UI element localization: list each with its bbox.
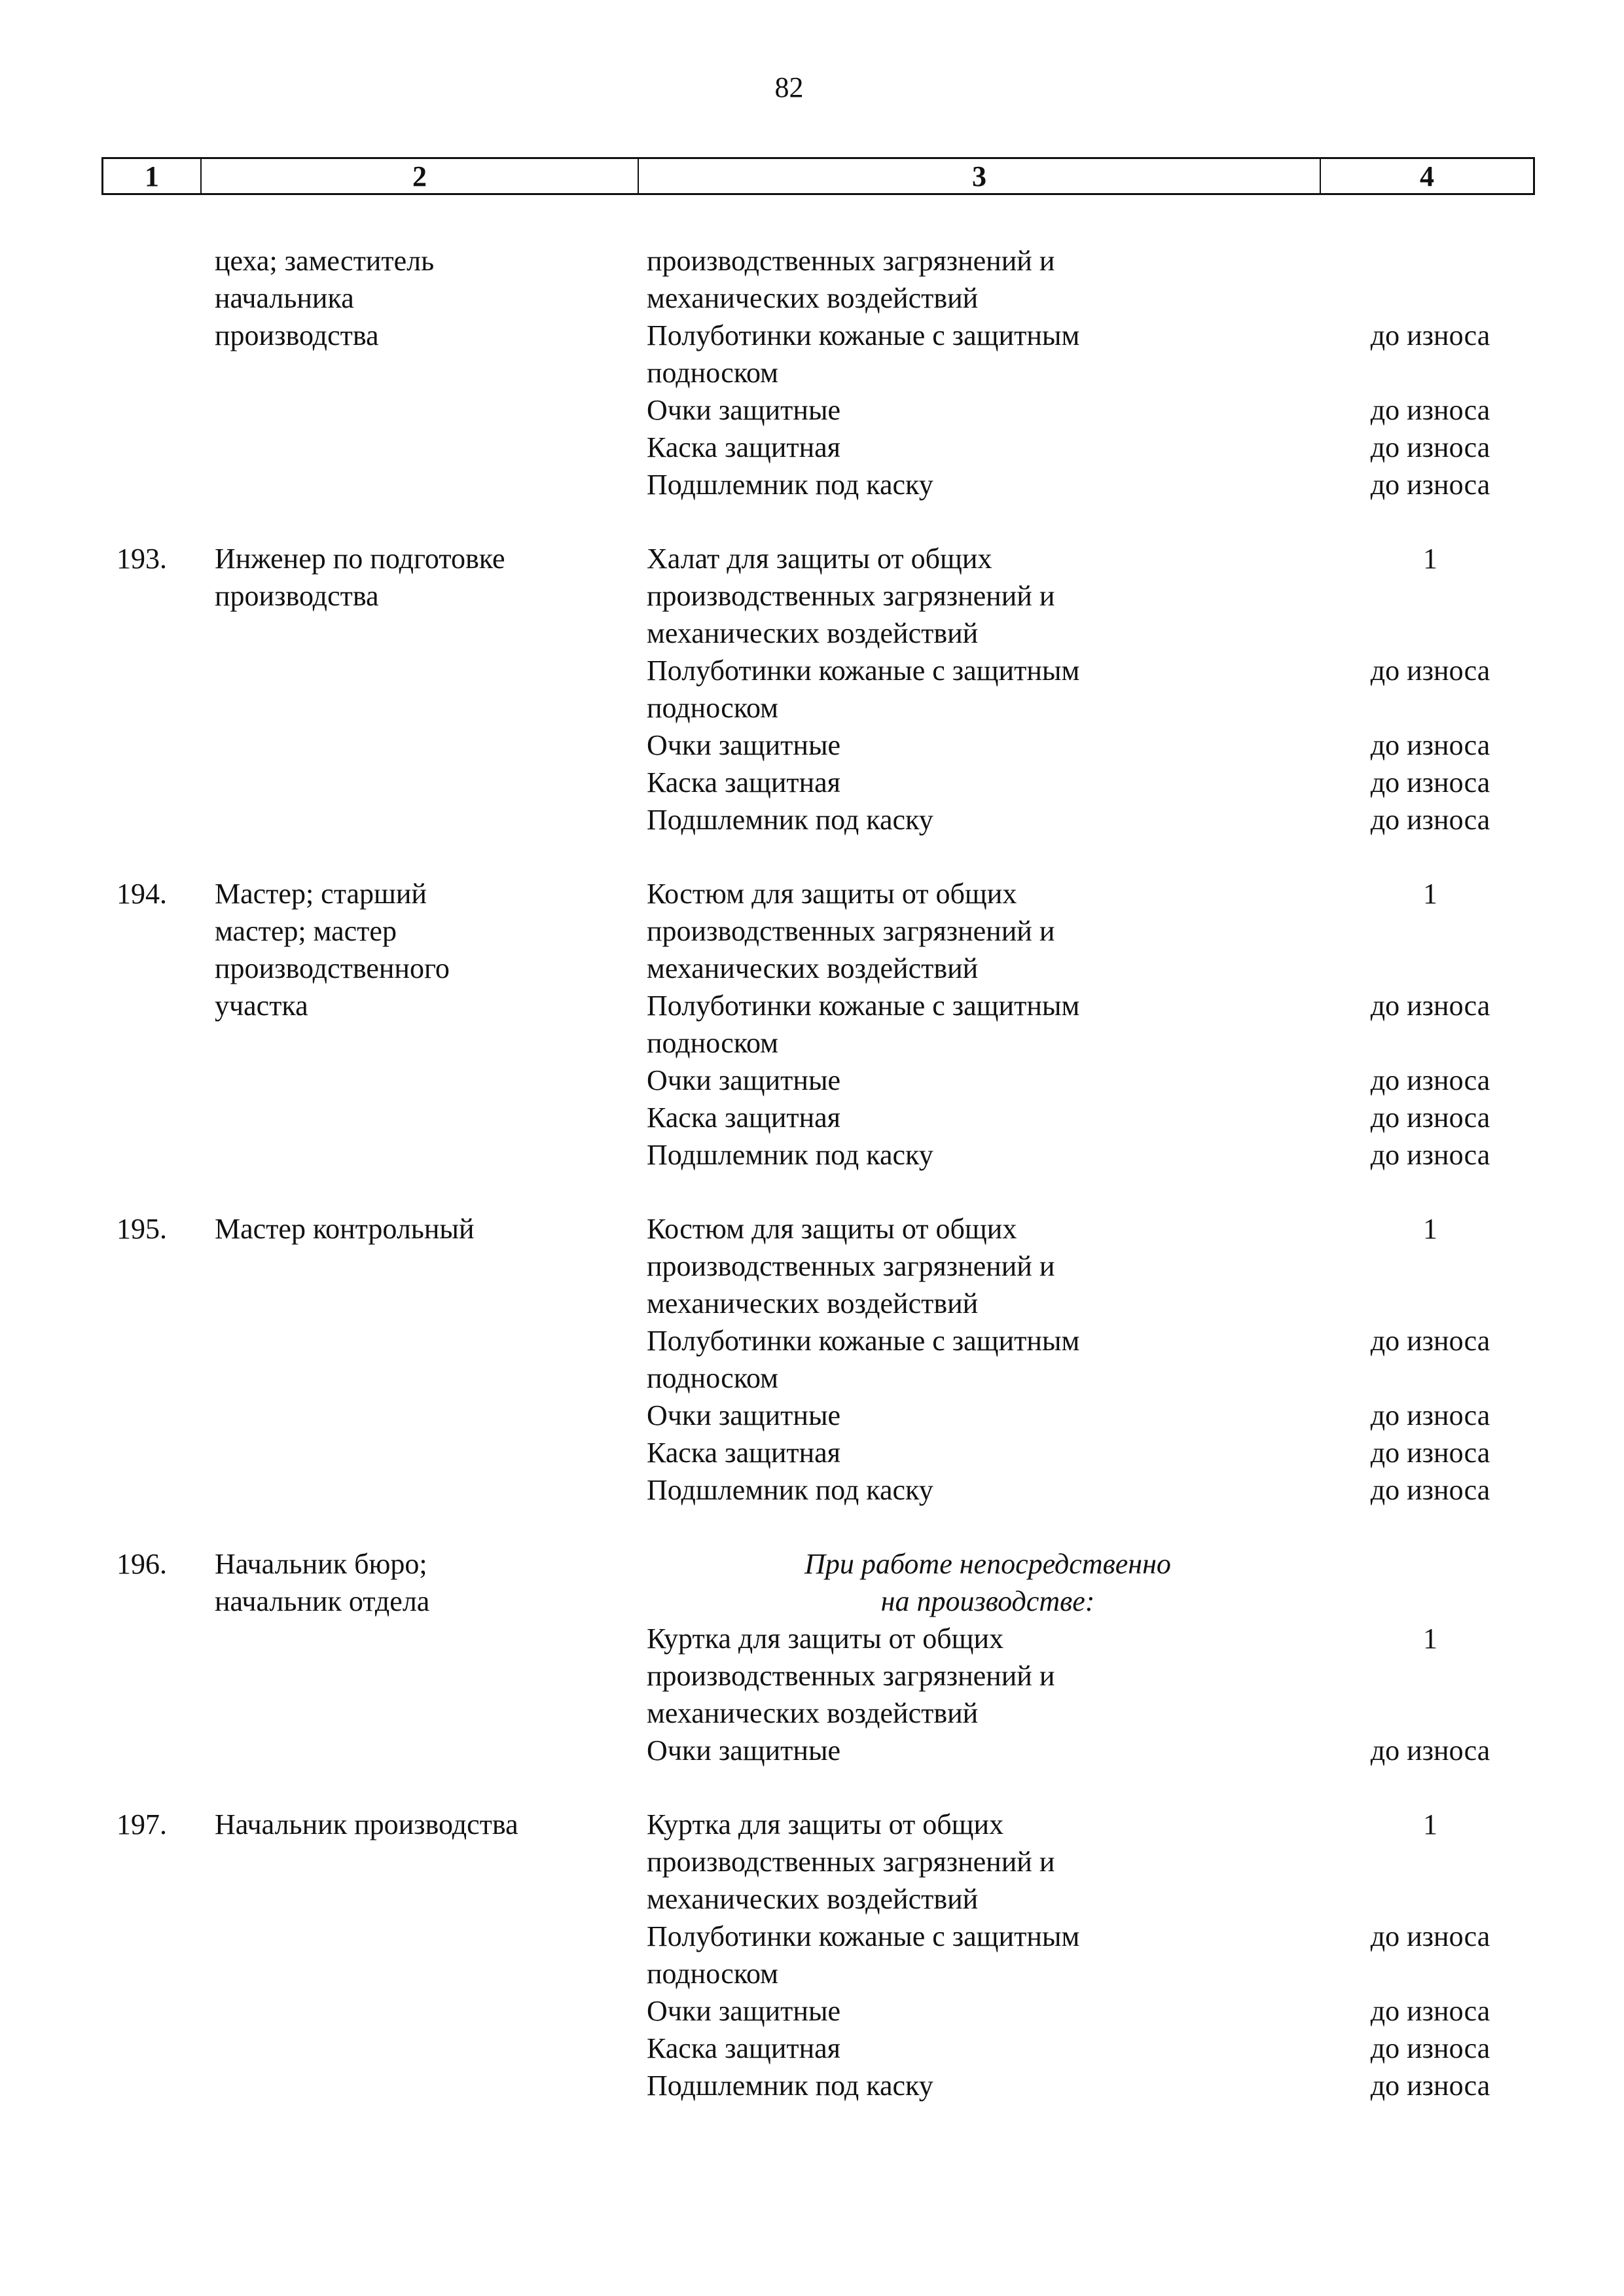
- table-row: [0, 801, 1624, 838]
- issue-norm: 1: [1423, 1213, 1437, 1245]
- ppe-item: Подшлемник под каску: [647, 1139, 933, 1171]
- profession-name: производства: [215, 580, 379, 612]
- ppe-item: механических воздействий: [647, 1287, 979, 1319]
- issue-norm: до износа: [1370, 469, 1490, 501]
- table-row: [0, 317, 1624, 354]
- ppe-item: Куртка для защиты от общих: [647, 1808, 1004, 1840]
- ppe-item: подноском: [647, 1362, 778, 1394]
- ppe-item: механических воздействий: [647, 952, 979, 984]
- table-body: [0, 242, 1624, 2141]
- table-row: [0, 391, 1624, 429]
- table-row: [0, 1062, 1624, 1099]
- table-row: [0, 1285, 1624, 1322]
- table-row: [0, 615, 1624, 652]
- issue-norm: до износа: [1370, 1064, 1490, 1096]
- table-row: [0, 1918, 1624, 1955]
- issue-norm: до износа: [1370, 1734, 1490, 1767]
- ppe-item: Очки защитные: [647, 1064, 841, 1096]
- row-number: 196.: [117, 1548, 167, 1580]
- table-entry: [0, 1210, 1624, 1509]
- table-row: [0, 1843, 1624, 1880]
- row-number: 194.: [117, 878, 167, 910]
- ppe-item: механических воздействий: [647, 617, 979, 649]
- table-row: [0, 429, 1624, 466]
- table-row: [0, 950, 1624, 987]
- profession-name: Начальник бюро;: [215, 1548, 427, 1580]
- ppe-item: производственных загрязнений и: [647, 245, 1055, 277]
- ppe-item: производственных загрязнений и: [647, 915, 1055, 947]
- table-row: [0, 1992, 1624, 2030]
- table-row: [0, 987, 1624, 1024]
- table-entry: [0, 540, 1624, 838]
- ppe-item: Полуботинки кожаные с защитным: [647, 1325, 1080, 1357]
- ppe-item: механических воздействий: [647, 282, 979, 314]
- ppe-item: Полуботинки кожаные с защитным: [647, 319, 1080, 351]
- ppe-item: Очки защитные: [647, 1995, 841, 2027]
- table-row: [0, 689, 1624, 726]
- table-header: [101, 157, 1535, 195]
- ppe-item: Подшлемник под каску: [647, 2070, 933, 2102]
- table-row: [0, 1359, 1624, 1397]
- table-row: [0, 1583, 1624, 1620]
- table-entry: [0, 875, 1624, 1174]
- ppe-item: Каска защитная: [647, 1102, 840, 1134]
- ppe-item: Очки защитные: [647, 394, 841, 426]
- ppe-item: Очки защитные: [647, 1734, 841, 1767]
- profession-name: начальник отдела: [215, 1585, 430, 1617]
- issue-norm: 1: [1423, 878, 1437, 910]
- issue-norm: до износа: [1370, 2032, 1490, 2064]
- ppe-item: подноском: [647, 692, 778, 724]
- ppe-item: Каска защитная: [647, 1437, 840, 1469]
- ppe-item: подноском: [647, 357, 778, 389]
- issue-norm: до износа: [1370, 990, 1490, 1022]
- table-row: [0, 242, 1624, 279]
- table-entry: [0, 1545, 1624, 1769]
- table-row: [0, 1136, 1624, 1174]
- table-row: [0, 1695, 1624, 1732]
- ppe-item: механических воздействий: [647, 1697, 979, 1729]
- row-number: 197.: [117, 1808, 167, 1840]
- table-row: [0, 577, 1624, 615]
- table-row: [0, 1806, 1624, 1843]
- issue-norm: до износа: [1370, 655, 1490, 687]
- table-row: [0, 2030, 1624, 2067]
- table-row: [0, 1322, 1624, 1359]
- header-col-1: 1: [103, 159, 202, 193]
- header-col-3: 3: [639, 159, 1321, 193]
- issue-norm: до износа: [1370, 1102, 1490, 1134]
- issue-norm: до износа: [1370, 1920, 1490, 1952]
- issue-norm: до износа: [1370, 2070, 1490, 2102]
- issue-norm: до износа: [1370, 1399, 1490, 1431]
- table-row: [0, 1545, 1624, 1583]
- ppe-item: Полуботинки кожаные с защитным: [647, 655, 1080, 687]
- issue-norm: 1: [1423, 543, 1437, 575]
- ppe-item: производственных загрязнений и: [647, 1846, 1055, 1878]
- ppe-item: Подшлемник под каску: [647, 1474, 933, 1506]
- row-number: 193.: [117, 543, 167, 575]
- issue-norm: до износа: [1370, 1437, 1490, 1469]
- ppe-item: Костюм для защиты от общих: [647, 878, 1017, 910]
- profession-name: начальника: [215, 282, 354, 314]
- ppe-item: Каска защитная: [647, 766, 840, 798]
- profession-name: мастер; мастер: [215, 915, 397, 947]
- profession-name: Мастер; старший: [215, 878, 427, 910]
- table-entry: [0, 242, 1624, 503]
- issue-norm: до износа: [1370, 1139, 1490, 1171]
- issue-norm: до износа: [1370, 729, 1490, 761]
- profession-name: Мастер контрольный: [215, 1213, 475, 1245]
- profession-name: цеха; заместитель: [215, 245, 435, 277]
- ppe-item: механических воздействий: [647, 1883, 979, 1915]
- ppe-item: Очки защитные: [647, 1399, 841, 1431]
- ppe-item: Полуботинки кожаные с защитным: [647, 990, 1080, 1022]
- page-number: 82: [774, 71, 804, 103]
- table-row: [0, 1434, 1624, 1471]
- profession-name: Начальник производства: [215, 1808, 518, 1840]
- table-entry: [0, 1806, 1624, 2104]
- issue-norm: до износа: [1370, 431, 1490, 463]
- table-row: [0, 354, 1624, 391]
- table-row: [0, 1210, 1624, 1247]
- ppe-item: Костюм для защиты от общих: [647, 1213, 1017, 1245]
- issue-norm: до износа: [1370, 319, 1490, 351]
- table-row: [0, 726, 1624, 764]
- ppe-item: Очки защитные: [647, 729, 841, 761]
- ppe-item: Полуботинки кожаные с защитным: [647, 1920, 1080, 1952]
- table-row: [0, 466, 1624, 503]
- table-row: [0, 1471, 1624, 1509]
- ppe-item: производственных загрязнений и: [647, 580, 1055, 612]
- profession-name: Инженер по подготовке: [215, 543, 505, 575]
- table-row: [0, 875, 1624, 912]
- table-row: [0, 912, 1624, 950]
- table-row: [0, 1620, 1624, 1657]
- ppe-item: Подшлемник под каску: [647, 804, 933, 836]
- issue-norm: до износа: [1370, 394, 1490, 426]
- ppe-item: производственных загрязнений и: [647, 1660, 1055, 1692]
- issue-norm: до износа: [1370, 1474, 1490, 1506]
- table-row: [0, 764, 1624, 801]
- issue-norm: до износа: [1370, 804, 1490, 836]
- condition-note: на производстве:: [880, 1585, 1095, 1617]
- issue-norm: до износа: [1370, 1325, 1490, 1357]
- ppe-item: Куртка для защиты от общих: [647, 1623, 1004, 1655]
- ppe-item: производственных загрязнений и: [647, 1250, 1055, 1282]
- table-row: [0, 1099, 1624, 1136]
- ppe-item: подноском: [647, 1958, 778, 1990]
- row-number: 195.: [117, 1213, 167, 1245]
- table-row: [0, 2067, 1624, 2104]
- table-row: [0, 1732, 1624, 1769]
- profession-name: производственного: [215, 952, 450, 984]
- issue-norm: 1: [1423, 1808, 1437, 1840]
- ppe-item: подноском: [647, 1027, 778, 1059]
- table-row: [0, 1247, 1624, 1285]
- ppe-item: Каска защитная: [647, 2032, 840, 2064]
- issue-norm: до износа: [1370, 766, 1490, 798]
- table-row: [0, 279, 1624, 317]
- table-row: [0, 1657, 1624, 1695]
- table-row: [0, 652, 1624, 689]
- table-row: [0, 1955, 1624, 1992]
- profession-name: производства: [215, 319, 379, 351]
- ppe-item: Халат для защиты от общих: [647, 543, 992, 575]
- table-row: [0, 1880, 1624, 1918]
- ppe-item: Подшлемник под каску: [647, 469, 933, 501]
- issue-norm: до износа: [1370, 1995, 1490, 2027]
- condition-note: При работе непосредственно: [804, 1548, 1171, 1580]
- issue-norm: 1: [1423, 1623, 1437, 1655]
- table-row: [0, 1397, 1624, 1434]
- profession-name: участка: [215, 990, 308, 1022]
- table-row: [0, 1024, 1624, 1062]
- table-row: [0, 540, 1624, 577]
- ppe-item: Каска защитная: [647, 431, 840, 463]
- header-col-4: 4: [1420, 160, 1434, 192]
- header-col-2: 2: [202, 159, 639, 193]
